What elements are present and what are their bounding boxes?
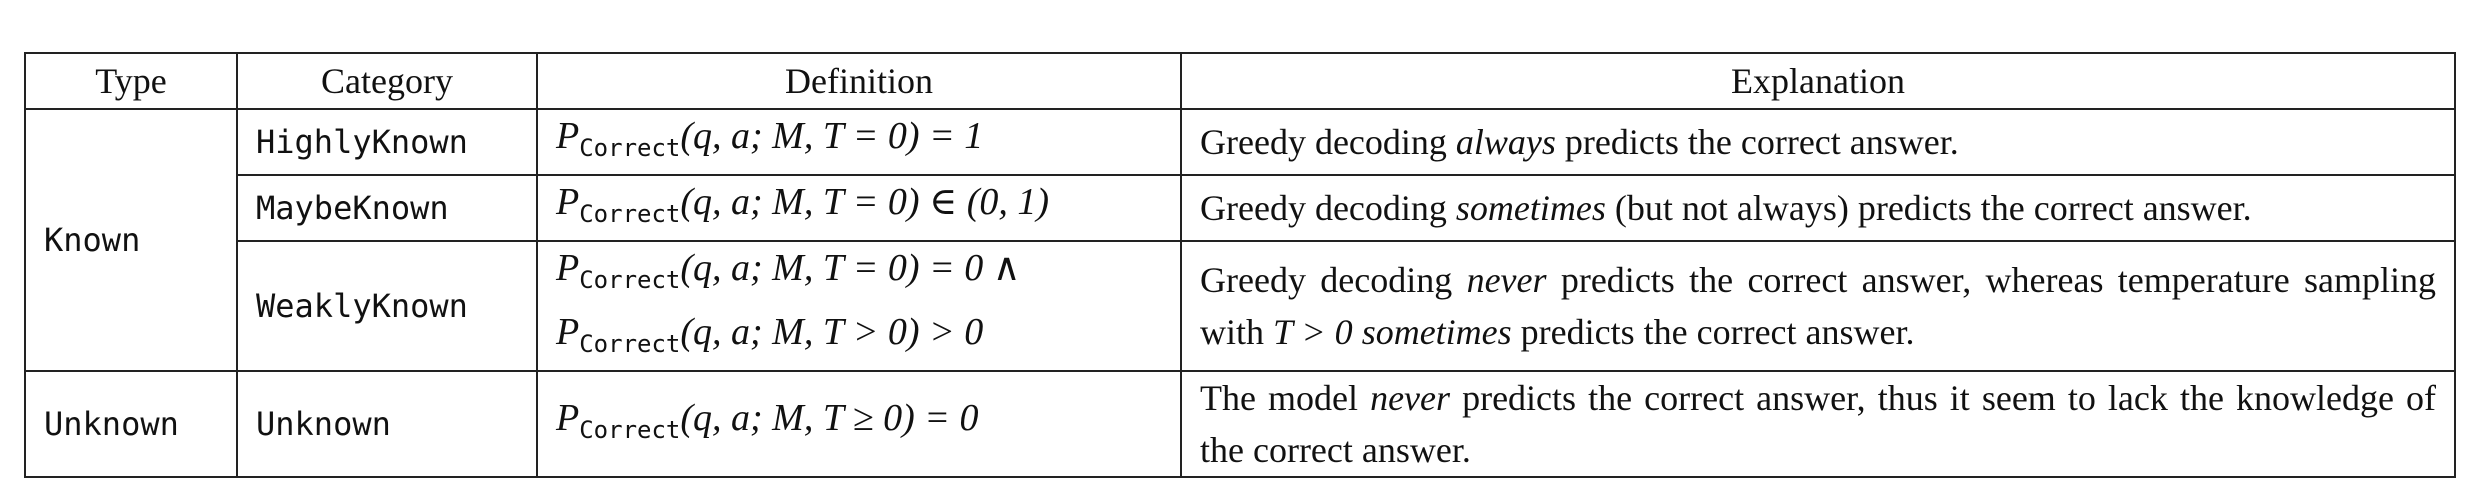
header-definition: Definition: [537, 53, 1181, 109]
knowledge-categories-table: [24, 52, 2456, 478]
explanation-highlyknown: Greedy decoding always predicts the correct answer.: [1181, 109, 2455, 175]
category-highlyknown: HighlyKnown: [237, 109, 537, 175]
explanation-unknown: The model never predicts the correct answer, thus it seem to lack the knowledge of the correct answer.: [1181, 371, 2455, 477]
category-weaklyknown: WeaklyKnown: [237, 241, 537, 371]
definition-highlyknown: $P_{Correct}(q$, a; M, T = 0) = 1: [537, 109, 1181, 175]
table-row: [25, 241, 2455, 371]
category-maybeknown: MaybeKnown: [237, 175, 537, 241]
definition-unknown: $P_{Correct}(q$, a; M, T ≥ 0) = 0: [537, 371, 1181, 477]
explanation-weaklyknown: Greedy decoding never predicts the correct answer, whereas temperature sampling with T > 0 sometimes predicts the correct answer.: [1181, 241, 2455, 371]
table-row: [25, 109, 2455, 175]
explanation-maybeknown: Greedy decoding sometimes (but not always) predicts the correct answer.: [1181, 175, 2455, 241]
header-category: Category: [237, 53, 537, 109]
type-unknown: Unknown: [25, 371, 237, 477]
category-unknown: Unknown: [237, 371, 537, 477]
table-row: [25, 175, 2455, 241]
table-row: [25, 371, 2455, 477]
definition-weaklyknown: $P_{Correct}(q$, a; M, T = 0) = 0 ∧ $P_{Correct}(q$, a; M, T > 0) > 0: [537, 241, 1181, 371]
header-explanation: Explanation: [1181, 53, 2455, 109]
definition-maybeknown: $P_{Correct}(q$, a; M, T = 0) ∈ (0, 1): [537, 175, 1181, 241]
header-type: Type: [25, 53, 237, 109]
type-known: Known: [25, 109, 237, 371]
header-row: [25, 53, 2455, 109]
